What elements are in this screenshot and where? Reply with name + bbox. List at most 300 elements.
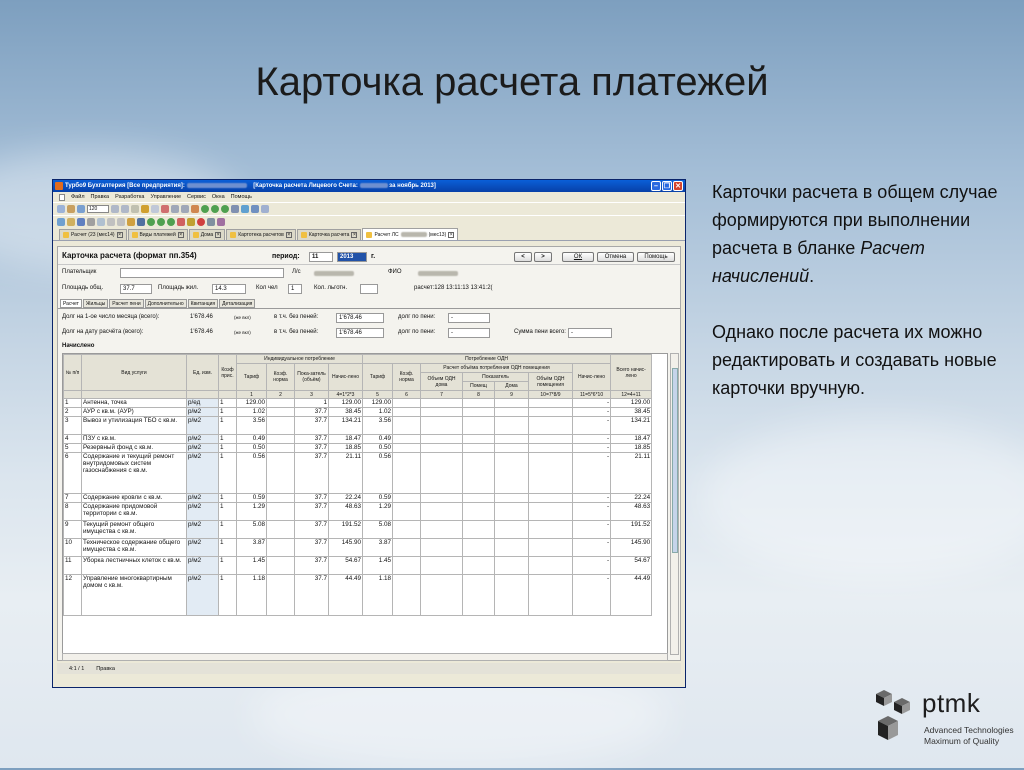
tab-label: Картотека расчетов (238, 232, 284, 238)
accruals-table (63, 354, 652, 616)
cell-coef-norm[interactable] (267, 539, 295, 557)
cell-indicator[interactable]: 37.7 (295, 408, 329, 417)
cell-unit[interactable]: р/м2 (187, 503, 219, 521)
tab-close-icon[interactable]: × (352, 232, 356, 238)
cell-unit[interactable]: р/м2 (187, 539, 219, 557)
cell-coef-norm[interactable] (267, 453, 295, 494)
tab-icon (366, 232, 372, 238)
tab-label: Карточка расчета (308, 232, 350, 238)
cell-unit[interactable]: р/м2 (187, 444, 219, 453)
table-row[interactable] (64, 539, 652, 557)
col-number: 4=1*2*3 (329, 391, 363, 399)
cell-accrued[interactable]: 21.11 (329, 453, 363, 494)
green-circle-icon[interactable] (201, 205, 209, 213)
slide-title: Карточка расчета платежей (255, 60, 769, 104)
rows-icon[interactable] (117, 218, 125, 226)
cell-num: 5 (64, 444, 82, 453)
zoom-select[interactable]: 120 (87, 205, 109, 213)
cell-service[interactable]: АУР с кв.м. (АУР) (82, 408, 187, 417)
col-number: 12=4+11 (611, 391, 652, 399)
cell-tariff-odn[interactable]: 1.02 (363, 408, 393, 417)
cell-total[interactable]: 129.00 (611, 399, 652, 408)
tab-payment-types[interactable] (128, 229, 188, 240)
settings-icon[interactable] (217, 218, 225, 226)
cell-total[interactable]: 44.49 (611, 575, 652, 616)
cell-coef[interactable]: 1 (219, 539, 237, 557)
cell-indicator[interactable]: 37.7 (295, 494, 329, 503)
cell-accrued[interactable]: 18.47 (329, 435, 363, 444)
table-row[interactable] (64, 503, 652, 521)
cell-accrued[interactable]: 54.67 (329, 557, 363, 575)
col-header: Вид услуги (82, 355, 187, 391)
report-icon[interactable] (137, 218, 145, 226)
funnel-icon[interactable] (207, 218, 215, 226)
cell-service[interactable]: Уборка лестничных клеток с кв.м. (82, 557, 187, 575)
window-title-doc: [Карточка расчета Лицевого Счета: (253, 183, 358, 189)
refresh-icon[interactable] (241, 205, 249, 213)
cell-coef-norm[interactable] (267, 557, 295, 575)
ok-button[interactable]: ОК (562, 252, 594, 262)
redacted-text (360, 183, 388, 188)
redo-icon[interactable] (181, 205, 189, 213)
cell-accrued[interactable]: 44.49 (329, 575, 363, 616)
menu-development[interactable]: Разработка (115, 194, 145, 200)
col-header: Пока-затель (объём) (295, 364, 329, 391)
col-number: 8 (463, 391, 495, 399)
accruals-grid (62, 353, 668, 655)
chart-icon[interactable] (127, 218, 135, 226)
debt1-unit: (же вкл) (234, 315, 251, 320)
cell-tariff-odn[interactable]: 0.49 (363, 435, 393, 444)
cell-accrued-odn[interactable]: - (573, 435, 611, 444)
cell-indicator[interactable]: 37.7 (295, 503, 329, 521)
cell-indicator[interactable]: 1 (295, 399, 329, 408)
cell-coef[interactable]: 1 (219, 575, 237, 616)
minimize-icon[interactable]: – (651, 181, 661, 191)
tab-close-icon[interactable]: × (179, 232, 183, 238)
period-year-field[interactable]: 2013 (337, 252, 367, 262)
app-icon (55, 182, 63, 190)
cell-total[interactable]: 134.21 (611, 417, 652, 435)
menu-edit[interactable]: Правка (90, 194, 110, 200)
cell-service[interactable]: Содержание придомовой территории с кв.м. (82, 503, 187, 521)
cell-accrued[interactable]: 48.63 (329, 503, 363, 521)
toolbar-1 (53, 202, 685, 215)
window-title-app: Турбо9 Бухгалтерия [Все предприятия]: (65, 183, 185, 189)
save-icon[interactable] (77, 218, 85, 226)
fio-label: ФИО (388, 269, 402, 275)
col-header: Ед. изм. (187, 355, 219, 391)
calc-icon[interactable] (261, 205, 269, 213)
cell-total[interactable]: 18.85 (611, 444, 652, 453)
cell-indicator[interactable]: 37.7 (295, 521, 329, 539)
residents-field[interactable]: 1 (288, 284, 302, 294)
payer-label: Плательщик (62, 269, 97, 275)
window-titlebar[interactable] (53, 180, 685, 192)
tab-calc[interactable]: Расчет (60, 299, 82, 308)
green-circle-icon[interactable] (221, 205, 229, 213)
cell-indicator[interactable]: 37.7 (295, 444, 329, 453)
scrollbar-thumb[interactable] (672, 368, 678, 553)
benefits-field[interactable] (360, 284, 378, 294)
col-header: Коэф прис. (219, 355, 237, 391)
cube-logo-icon (876, 688, 918, 746)
cell-service[interactable]: ПЗУ с кв.м. (82, 435, 187, 444)
new-icon[interactable] (57, 218, 65, 226)
cell-tariff-odn[interactable]: 1.45 (363, 557, 393, 575)
cell-tariff[interactable]: 1.02 (237, 408, 267, 417)
cell-service[interactable]: Резервный фонд с кв.м. (82, 444, 187, 453)
cell-accrued-odn[interactable]: - (573, 494, 611, 503)
redacted-text (187, 183, 247, 188)
prev-period-button[interactable]: < (514, 252, 532, 262)
col-header: Объем ОДН дома (421, 373, 463, 391)
logo-name: ptmk (922, 688, 981, 718)
cell-num: 11 (64, 557, 82, 575)
tab-close-icon[interactable]: × (287, 232, 291, 238)
print-icon[interactable] (77, 205, 85, 213)
table-row[interactable] (64, 494, 652, 503)
tab-label: Расчет ЛС (374, 231, 399, 238)
cell-service[interactable]: Вывоз и утилизация ТБО с кв.м. (82, 417, 187, 435)
table-row[interactable] (64, 417, 652, 435)
cell-accrued[interactable]: 134.21 (329, 417, 363, 435)
cell-coef[interactable]: 1 (219, 444, 237, 453)
tab-calc-card[interactable] (297, 229, 362, 240)
cell-accrued[interactable]: 191.52 (329, 521, 363, 539)
find-icon[interactable] (151, 205, 159, 213)
benefits-label: Кол. льготн. (314, 285, 348, 291)
cell-tariff[interactable]: 3.56 (237, 417, 267, 435)
cell-service[interactable]: Текущий ремонт общего имущества с кв.м. (82, 521, 187, 539)
tab-label-suffix: (мес13) (428, 231, 447, 238)
cell-indicator[interactable]: 37.7 (295, 435, 329, 444)
cell-accrued-odn[interactable]: - (573, 408, 611, 417)
col-header: Тариф (363, 364, 393, 391)
cell-tariff-odn[interactable]: 3.56 (363, 417, 393, 435)
tab-card-index[interactable] (226, 229, 296, 240)
cell-service[interactable]: Содержание и текущий ремонт внутридомовых систем газоснабжения с кв.м. (82, 453, 187, 494)
cell-tariff-odn[interactable]: 0.59 (363, 494, 393, 503)
debt1-peni-label: долг по пени: (398, 314, 436, 320)
restore-icon[interactable]: ❐ (663, 183, 671, 190)
col-header: Расчет объёма потребления ОДН помещения (421, 364, 573, 373)
menu-management[interactable]: Управление (150, 194, 182, 200)
cell-coef-norm[interactable] (267, 435, 295, 444)
ptmk-logo (876, 688, 1016, 748)
cell-accrued[interactable]: 145.90 (329, 539, 363, 557)
cell-coef-norm[interactable] (267, 503, 295, 521)
table-row[interactable] (64, 399, 652, 408)
cell-coef-norm[interactable] (267, 417, 295, 435)
cell-accrued[interactable]: 129.00 (329, 399, 363, 408)
tab-houses[interactable] (189, 229, 225, 240)
cell-coef[interactable]: 1 (219, 453, 237, 494)
cell-accrued-odn[interactable]: - (573, 521, 611, 539)
cell-tariff-odn[interactable]: 0.50 (363, 444, 393, 453)
tab-icon (63, 232, 69, 238)
table-icon[interactable] (87, 218, 95, 226)
cell-accrued-odn[interactable]: - (573, 557, 611, 575)
tab-account-calc[interactable] (362, 228, 458, 240)
form-title: Карточка расчета (формат пп.354) (62, 251, 197, 260)
cell-tariff[interactable]: 129.00 (237, 399, 267, 408)
cell-coef[interactable]: 1 (219, 494, 237, 503)
open-icon[interactable] (67, 205, 75, 213)
cell-accrued-odn[interactable]: - (573, 503, 611, 521)
cell-unit[interactable]: р/м2 (187, 408, 219, 417)
cell-num: 8 (64, 503, 82, 521)
cell-tariff-odn[interactable]: 0.56 (363, 453, 393, 494)
copy-icon[interactable] (121, 205, 129, 213)
edit-icon[interactable] (191, 205, 199, 213)
tab-receipt[interactable]: Квитанция (188, 299, 219, 308)
cell-unit[interactable]: р/м2 (187, 557, 219, 575)
table-row[interactable] (64, 557, 652, 575)
undo-icon[interactable] (171, 205, 179, 213)
table-row[interactable] (64, 575, 652, 616)
cell-unit[interactable]: р/м2 (187, 521, 219, 539)
tab-icon (193, 232, 199, 238)
cell-tariff[interactable]: 0.50 (237, 444, 267, 453)
delete-icon[interactable] (161, 205, 169, 213)
col-header: Коэф. норма (267, 364, 295, 391)
paragraph-emphasis: Расчет начислений (712, 238, 925, 286)
toolbar-2 (53, 215, 685, 228)
menu-service[interactable]: Сервис (187, 194, 206, 200)
cell-coef-norm[interactable] (267, 575, 295, 616)
cancel-icon[interactable] (177, 218, 185, 226)
cell-total[interactable]: 22.24 (611, 494, 652, 503)
cloud (700, 420, 1024, 580)
cell-coef[interactable]: 1 (219, 399, 237, 408)
cell-accrued-odn[interactable]: - (573, 539, 611, 557)
vertical-scrollbar[interactable] (670, 353, 679, 655)
cell-tariff[interactable]: 1.45 (237, 557, 267, 575)
cell-service[interactable]: Антенна, точка (82, 399, 187, 408)
cell-total[interactable]: 54.67 (611, 557, 652, 575)
area-total-field[interactable]: 37.7 (120, 284, 152, 294)
cell-tariff-odn[interactable]: 129.00 (363, 399, 393, 408)
tab-close-icon[interactable]: × (449, 231, 453, 238)
col-header: Индивидуальное потребление (237, 355, 363, 364)
cell-coef[interactable]: 1 (219, 521, 237, 539)
back-icon[interactable] (57, 205, 65, 213)
col-header: Дома (495, 382, 529, 391)
account-label: Л/с (292, 269, 301, 275)
lock-icon[interactable] (187, 218, 195, 226)
green-circle-icon[interactable] (167, 218, 175, 226)
table-row[interactable] (64, 453, 652, 494)
debt2-nopeni-field[interactable]: 1'678.46 (336, 328, 384, 338)
cancel-button[interactable]: Отмена (597, 252, 634, 262)
debt1-label: Долг на 1-ое число месяца (всего): (62, 314, 160, 320)
cell-accrued-odn[interactable]: - (573, 453, 611, 494)
open-icon[interactable] (67, 218, 75, 226)
menu-help[interactable]: Помощь (230, 194, 252, 200)
col-header: Тариф (237, 364, 267, 391)
tab-icon (230, 232, 236, 238)
col-header: Начис-лено (573, 364, 611, 391)
table-row[interactable] (64, 444, 652, 453)
cell-indicator[interactable]: 37.7 (295, 539, 329, 557)
col-number: 9 (495, 391, 529, 399)
cell-tariff[interactable]: 1.29 (237, 503, 267, 521)
status-mode: Правка (96, 665, 115, 672)
cell-unit[interactable]: р/м2 (187, 453, 219, 494)
cell-tariff[interactable]: 0.56 (237, 453, 267, 494)
debt1-nopeni-field[interactable]: 1'678.46 (336, 313, 384, 323)
next-period-button[interactable]: > (534, 252, 552, 262)
tab-label: Расчет (23 (мес14) (71, 232, 115, 238)
menu-windows[interactable]: Окна (211, 194, 225, 200)
cell-total[interactable]: 38.45 (611, 408, 652, 417)
cell-coef-norm[interactable] (267, 399, 295, 408)
cell-unit[interactable]: р/м2 (187, 575, 219, 616)
table-row[interactable] (64, 435, 652, 444)
cut-icon[interactable] (111, 205, 119, 213)
cell-unit[interactable]: р/м2 (187, 494, 219, 503)
col-header: Объём ОДН помещения (529, 373, 573, 391)
cell-accrued[interactable]: 18.85 (329, 444, 363, 453)
cell-tariff[interactable]: 1.18 (237, 575, 267, 616)
cell-coef-norm[interactable] (267, 444, 295, 453)
form-tabs (60, 299, 255, 308)
cell-total[interactable]: 145.90 (611, 539, 652, 557)
divider (58, 308, 680, 309)
cell-coef[interactable]: 1 (219, 408, 237, 417)
cell-coef[interactable]: 1 (219, 435, 237, 444)
area-live-field[interactable]: 14.3 (212, 284, 246, 294)
cell-coef[interactable]: 1 (219, 417, 237, 435)
cell-coef-norm[interactable] (267, 408, 295, 417)
stop-icon[interactable] (197, 218, 205, 226)
cell-unit[interactable]: р/ед (187, 399, 219, 408)
cell-coef-norm[interactable] (267, 494, 295, 503)
menu-bar (53, 192, 685, 202)
cell-coef-norm[interactable] (267, 521, 295, 539)
cell-service[interactable]: Техническое содержание общего имущества с кв.м. (82, 539, 187, 557)
cell-num: 4 (64, 435, 82, 444)
col-header: Потребление ОДН (363, 355, 611, 364)
horizontal-scrollbar[interactable] (62, 653, 668, 661)
cell-num: 3 (64, 417, 82, 435)
tab-icon (132, 232, 138, 238)
cell-total[interactable]: 48.63 (611, 503, 652, 521)
tab-details[interactable]: Детализация (219, 299, 255, 308)
paragraph-1 (712, 178, 1002, 290)
debt2-nopeni-label: в т.ч. без пеней: (274, 329, 319, 335)
columns-icon[interactable] (107, 218, 115, 226)
cell-accrued-odn[interactable]: - (573, 575, 611, 616)
cell-num: 6 (64, 453, 82, 494)
col-number: 5 (363, 391, 393, 399)
tab-additional[interactable]: Дополнительно (145, 299, 187, 308)
accrued-label: Начислено (62, 343, 95, 349)
col-number: 7 (421, 391, 463, 399)
tab-close-icon[interactable]: × (216, 232, 220, 238)
tab-icon (301, 232, 307, 238)
app-window (52, 179, 686, 688)
debt1-peni-field[interactable]: - (448, 313, 490, 323)
cell-indicator[interactable]: 37.7 (295, 453, 329, 494)
cell-coef[interactable]: 1 (219, 503, 237, 521)
cell-indicator[interactable]: 37.7 (295, 575, 329, 616)
debt2-unit: (же вкл) (234, 330, 251, 335)
help-button[interactable]: Помощь (637, 252, 675, 262)
cell-unit[interactable]: р/м2 (187, 435, 219, 444)
cell-accrued-odn[interactable]: - (573, 417, 611, 435)
menu-file[interactable]: Файл (71, 194, 85, 200)
debt1-nopeni-label: в т.ч. без пеней: (274, 314, 319, 320)
col-header: Коэф. норма (393, 364, 421, 391)
tab-peni[interactable]: Расчет пени (109, 299, 143, 308)
document-tabs (53, 228, 685, 241)
cell-unit[interactable]: р/м2 (187, 417, 219, 435)
cell-tariff[interactable]: 0.59 (237, 494, 267, 503)
redacted-text (401, 232, 427, 237)
peni-total-field[interactable]: - (568, 328, 612, 338)
green-circle-icon[interactable] (157, 218, 165, 226)
tab-residents[interactable]: Жильцы (83, 299, 108, 308)
cell-indicator[interactable]: 37.7 (295, 557, 329, 575)
cell-accrued-odn[interactable]: - (573, 399, 611, 408)
green-circle-icon[interactable] (211, 205, 219, 213)
cell-tariff-odn[interactable]: 3.87 (363, 539, 393, 557)
cell-service[interactable]: Управление многоквартирным домом с кв.м. (82, 575, 187, 616)
cell-tariff[interactable]: 5.08 (237, 521, 267, 539)
debt2-peni-field[interactable]: - (448, 328, 490, 338)
cell-num: 10 (64, 539, 82, 557)
payer-field[interactable] (120, 268, 284, 278)
cell-accrued[interactable]: 38.45 (329, 408, 363, 417)
close-icon[interactable]: ✕ (673, 181, 683, 191)
table-row[interactable] (64, 408, 652, 417)
cell-tariff-odn[interactable]: 1.18 (363, 575, 393, 616)
cell-total[interactable]: 18.47 (611, 435, 652, 444)
tab-close-icon[interactable]: × (118, 232, 121, 238)
cell-tariff[interactable]: 3.87 (237, 539, 267, 557)
col-header: № п/п (64, 355, 82, 391)
redacted-text (418, 271, 458, 276)
cell-num: 9 (64, 521, 82, 539)
period-label: период: (272, 253, 300, 260)
paste-icon[interactable] (131, 205, 139, 213)
table-row[interactable] (64, 521, 652, 539)
cell-total[interactable]: 191.52 (611, 521, 652, 539)
cell-accrued-odn[interactable]: - (573, 444, 611, 453)
cell-tariff-odn[interactable]: 5.08 (363, 521, 393, 539)
grid-icon[interactable] (97, 218, 105, 226)
debt2-peni-label: долг по пени: (398, 329, 436, 335)
cell-tariff[interactable]: 0.49 (237, 435, 267, 444)
period-month-field[interactable]: 11 (309, 252, 333, 262)
cell-service[interactable]: Содержание кровли с кв.м. (82, 494, 187, 503)
green-circle-icon[interactable] (147, 218, 155, 226)
folder-icon[interactable] (141, 205, 149, 213)
cell-total[interactable]: 21.11 (611, 453, 652, 494)
cell-coef[interactable]: 1 (219, 557, 237, 575)
slide-text (712, 178, 1002, 430)
cell-accrued[interactable]: 22.24 (329, 494, 363, 503)
cell-indicator[interactable]: 37.7 (295, 417, 329, 435)
tab-label: Дома (200, 232, 214, 238)
cell-tariff-odn[interactable]: 1.29 (363, 503, 393, 521)
sum-icon[interactable] (251, 205, 259, 213)
filter-icon[interactable] (231, 205, 239, 213)
area-live-label: Площадь жил. (158, 285, 199, 291)
tab-calculation[interactable] (59, 229, 127, 240)
